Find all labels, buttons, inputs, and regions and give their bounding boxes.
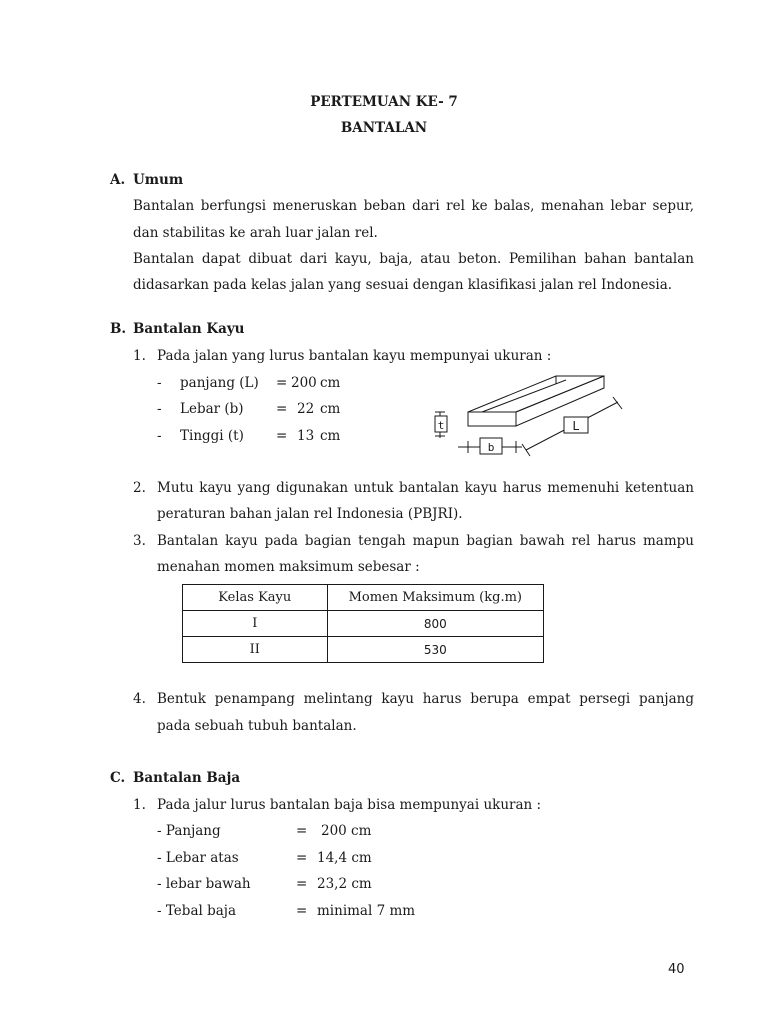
diagram-label-t: t [437,419,445,432]
dim-dash: - [157,428,162,444]
dim-eq: = [276,428,288,444]
section-b-label: B. [110,321,127,337]
section-b-item2-line2: peraturan bahan jalan rel Indonesia (PBJRI). [157,506,463,522]
list-number: 4. [133,691,146,707]
table-header-row [183,585,544,611]
section-a-label: A. [110,172,126,188]
dim-eq: = [276,375,288,391]
section-b-item4-line2: pada sebuah tubuh bantalan. [157,718,357,734]
sleeper-side-face [516,376,604,426]
section-b-item3-line2: menahan momen maksimum sebesar : [157,559,420,575]
section-b-heading: Bantalan Kayu [133,321,245,337]
steel-dim-name: - Lebar atas [157,850,239,866]
section-b-item2-line1: Mutu kayu yang digunakan untuk bantalan kayu harus memenuhi ketentuan [157,480,694,496]
dim-name-lebar: Lebar (b) [180,401,244,417]
section-c-heading: Bantalan Baja [133,770,241,786]
steel-dim-eq: = [296,823,308,839]
table-header-cell: Momen Maksimum (kg.m) [327,585,543,611]
dim-unit: cm [320,401,341,417]
steel-dim-eq: = [296,903,308,919]
steel-dim-name: - lebar bawah [157,876,251,892]
sleeper-front-face [468,412,516,426]
dim-dash: - [157,375,162,391]
steel-dim-val: 200 cm [321,823,372,839]
table-row [183,637,544,663]
diagram-label-b: b [487,441,495,454]
table-cell: 530 [327,637,543,663]
list-number: 1. [133,797,146,813]
page-number: 40 [668,962,685,977]
table-cell: 800 [327,611,543,637]
dim-unit: cm [320,428,341,444]
list-number: 2. [133,480,146,496]
dim-val-panjang: 200 [291,375,317,391]
dim-name-tinggi: Tinggi (t) [180,428,244,444]
page-title: PERTEMUAN KE- 7 [310,94,458,110]
table-header-cell: Kelas Kayu [183,585,328,611]
section-a-heading: Umum [133,172,184,188]
diagram-label-L: L [572,419,580,433]
section-c-item1-text: Pada jalur lurus bantalan baja bisa mempunyai ukuran : [157,797,542,813]
section-a-p2-line1: Bantalan dapat dibuat dari kayu, baja, atau beton. Pemilihan bahan bantalan [133,251,694,267]
table-cell: I [183,611,328,637]
section-a-p2-line2: didasarkan pada kelas jalan yang sesuai dengan klasifikasi jalan rel Indonesia. [133,277,673,293]
dim-val-tinggi: 13 [297,428,315,444]
steel-dim-name: - Panjang [157,823,221,839]
section-c-label: C. [110,770,126,786]
section-a-p1-line1: Bantalan berfungsi meneruskan beban dari rel ke balas, menahan lebar sepur, [133,198,694,214]
dim-val-lebar: 22 [297,401,315,417]
list-number: 3. [133,533,146,549]
section-b-item4-line1: Bentuk penampang melintang kayu harus berupa empat persegi panjang [157,691,694,707]
sleeper-top-face [468,376,604,412]
dim-eq: = [276,401,288,417]
section-a-p1-line2: dan stabilitas ke arah luar jalan rel. [133,225,378,241]
steel-dim-val: 23,2 cm [317,876,372,892]
dim-name-panjang: panjang (L) [180,375,259,391]
steel-dim-val: 14,4 cm [317,850,372,866]
page-subtitle: BANTALAN [340,120,428,136]
table-cell: II [183,637,328,663]
steel-dim-eq: = [296,850,308,866]
wooden-sleeper-diagram [426,368,636,464]
steel-dim-val: minimal 7 mm [317,903,416,919]
section-b-item1-text: Pada jalan yang lurus bantalan kayu mempunyai ukuran : [157,348,552,364]
section-b-item3-line1: Bantalan kayu pada bagian tengah mapun bagian bawah rel harus mampu [157,533,694,549]
dim-dash: - [157,401,162,417]
moment-table [182,584,544,663]
list-number: 1. [133,348,146,364]
dim-unit: cm [320,375,341,391]
table-row [183,611,544,637]
steel-dim-eq: = [296,876,308,892]
steel-dim-name: - Tebal baja [157,903,237,919]
